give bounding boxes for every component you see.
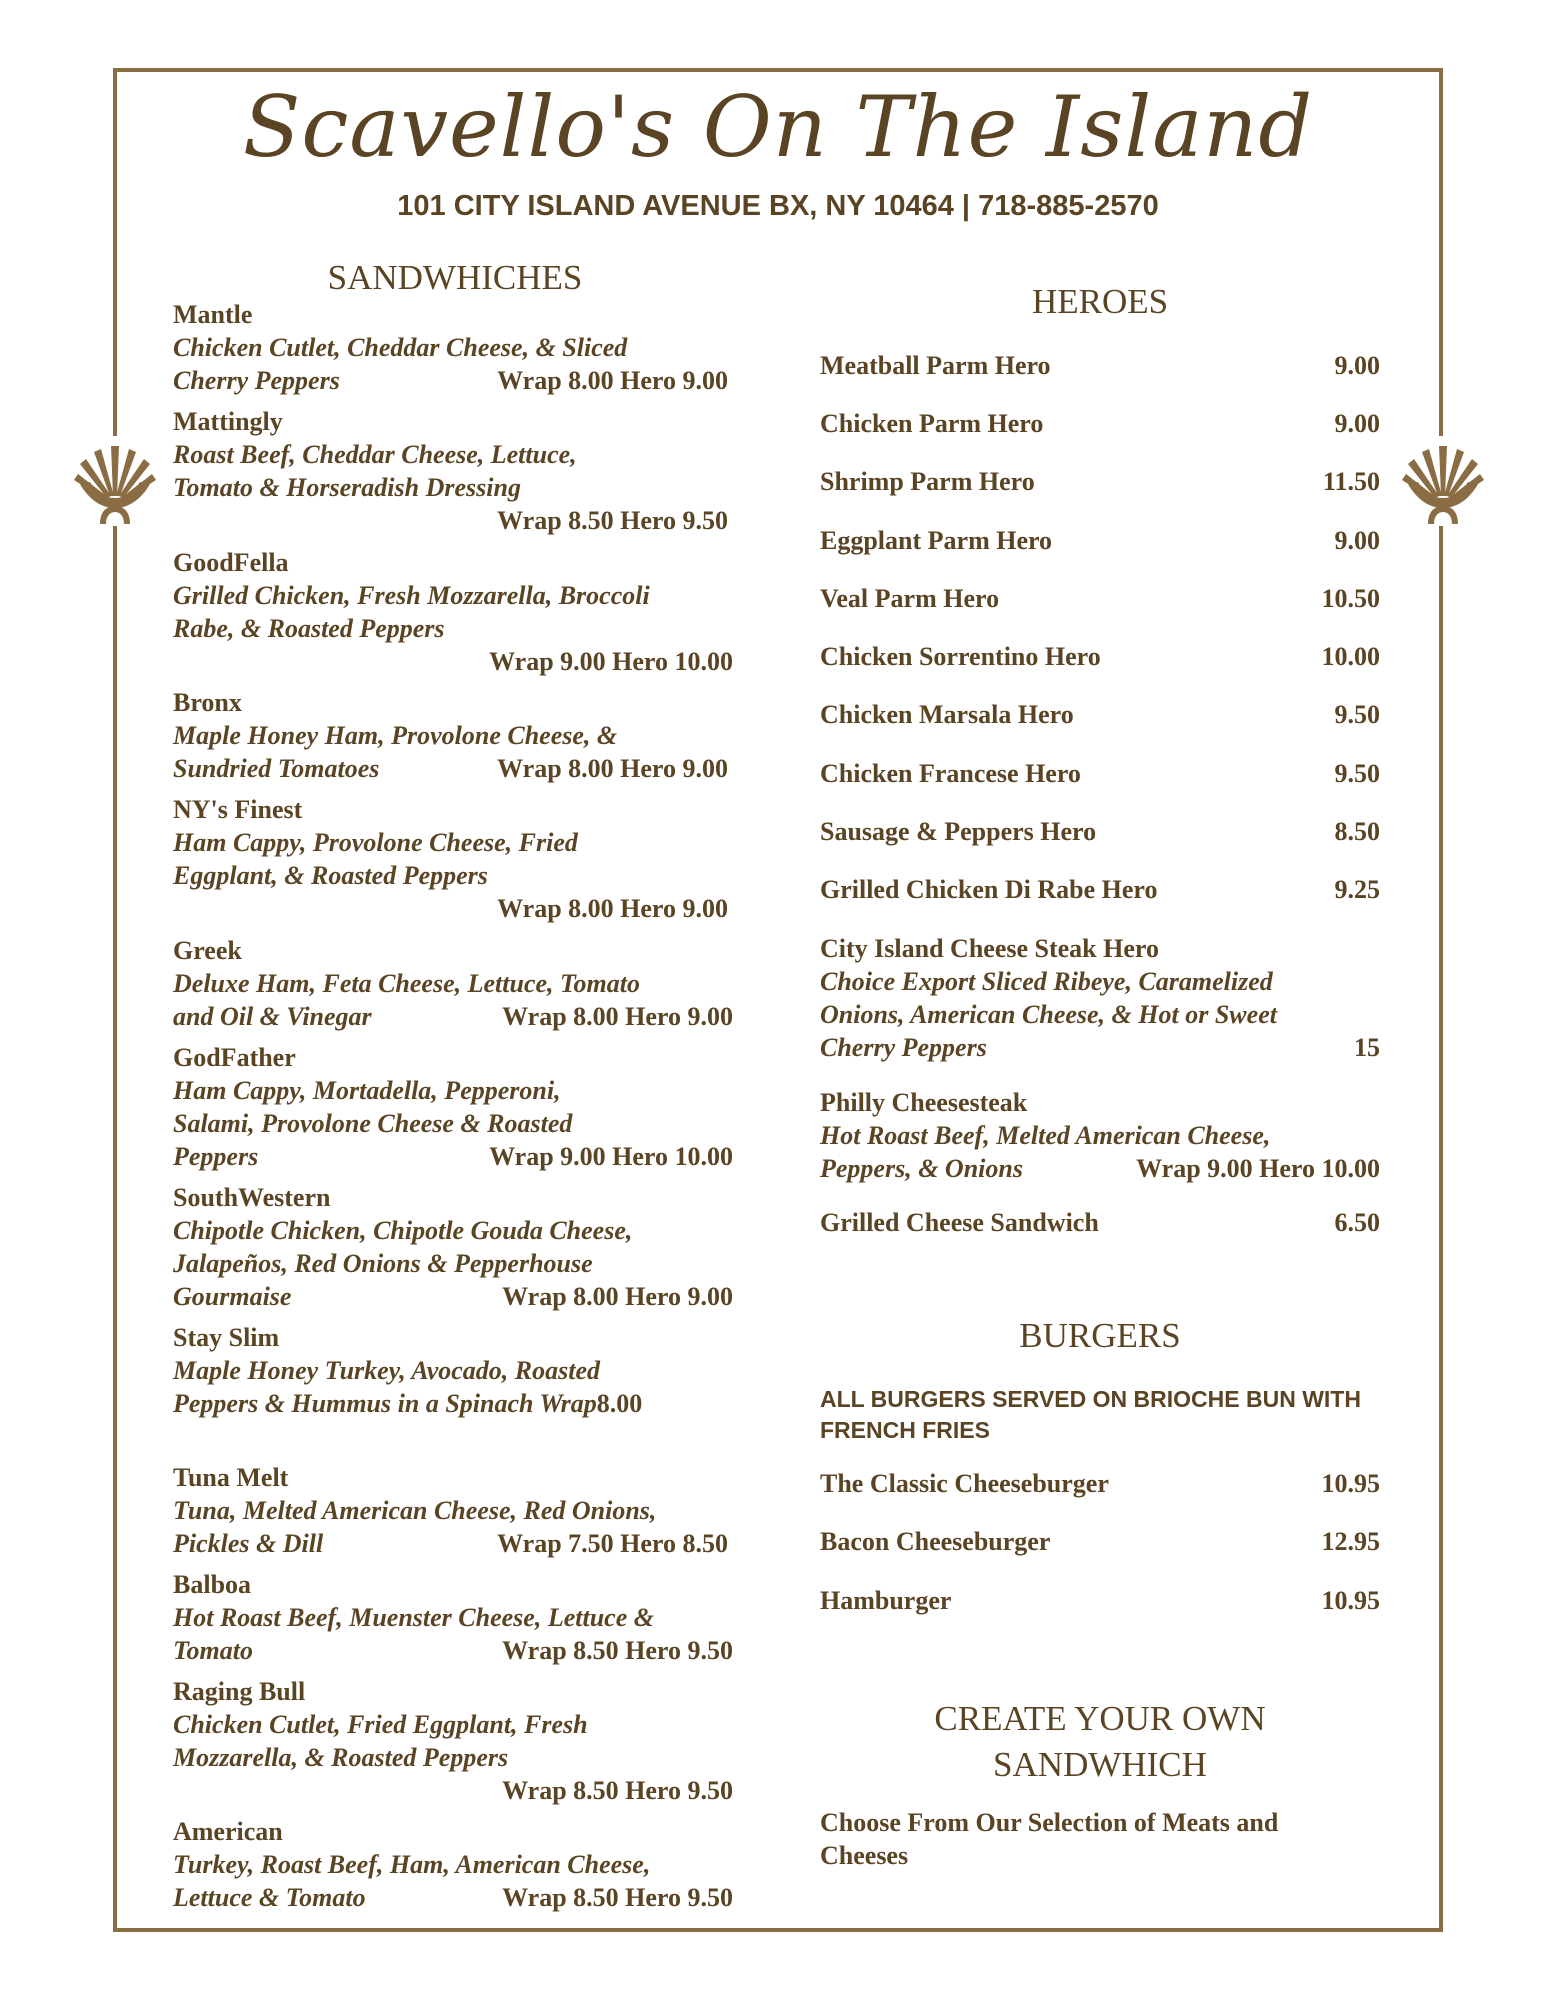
hero-row (820, 582, 1380, 615)
left-shell-ornament-icon (70, 436, 160, 526)
item-name: Chicken Parm Hero (820, 409, 1044, 438)
item-desc: Hot Roast Beef, Melted American Cheese, (820, 1121, 1271, 1150)
item-name: Meatball Parm Hero (820, 351, 1051, 380)
item-desc: Ham Cappy, Provolone Cheese, Fried (173, 828, 578, 857)
hero-row (820, 757, 1380, 790)
item-price: Wrap 8.00 Hero 9.00 (497, 754, 728, 783)
item-desc: Ham Cappy, Mortadella, Pepperoni, (173, 1076, 561, 1105)
item-name: GoodFella (173, 548, 289, 577)
item-name: Greek (173, 936, 242, 965)
item-desc: Choice Export Sliced Ribeye, Caramelized (820, 967, 1273, 996)
item-desc: Maple Honey Turkey, Avocado, Roasted (173, 1356, 601, 1385)
item-price: 10.95 (1321, 1469, 1380, 1498)
item-desc: Jalapeños, Red Onions & Pepperhouse (173, 1249, 593, 1278)
item-desc: Cherry Peppers (820, 1033, 987, 1062)
item-desc: Chicken Cutlet, Fried Eggplant, Fresh (173, 1710, 588, 1739)
item-desc: Mozzarella, & Roasted Peppers (173, 1743, 509, 1772)
burgers-note: ALL BURGERS SERVED ON BRIOCHE BUN WITH FRENCH FRIES (820, 1386, 1361, 1443)
item-name: Chicken Marsala Hero (820, 700, 1074, 729)
item-price: 10.95 (1321, 1586, 1380, 1615)
heroes-heading: HEROES (1031, 282, 1169, 321)
menu-item (173, 298, 743, 397)
item-name: NY's Finest (173, 795, 303, 824)
menu-item (173, 1461, 743, 1560)
hero-row (820, 815, 1380, 848)
item-price: Wrap 9.00 Hero 10.00 (489, 647, 733, 676)
item-price: 8.50 (1334, 817, 1380, 846)
item-desc: Chipotle Chicken, Chipotle Gouda Cheese, (173, 1216, 633, 1245)
item-price: Wrap 8.50 Hero 9.50 (497, 506, 728, 535)
item-price: Wrap 8.50 Hero 9.50 (502, 1776, 733, 1805)
item-desc: Lettuce & Tomato (173, 1883, 366, 1912)
menu-item (173, 1568, 743, 1667)
item-price: Wrap 8.00 Hero 9.00 (497, 894, 728, 923)
item-desc: Eggplant, & Roasted Peppers (173, 861, 488, 890)
item-desc: Hot Roast Beef, Muenster Cheese, Lettuce & (173, 1603, 654, 1632)
menu-item (173, 793, 743, 925)
menu-item (173, 1181, 743, 1313)
item-desc: Sundried Tomatoes (173, 754, 380, 783)
item-price: 9.25 (1334, 875, 1380, 904)
item-name: Tuna Melt (173, 1463, 289, 1492)
item-name: Stay Slim (173, 1323, 280, 1352)
item-desc: Gourmaise (173, 1282, 292, 1311)
item-desc: Tomato & Horseradish Dressing (173, 473, 521, 502)
hero-row (820, 465, 1380, 498)
item-desc: Chicken Cutlet, Cheddar Cheese, & Sliced (173, 333, 628, 362)
item-name: Philly Cheesesteak (820, 1088, 1028, 1117)
item-desc: Turkey, Roast Beef, Ham, American Cheese, (173, 1850, 651, 1879)
item-price: Wrap 8.00 Hero 9.00 (502, 1282, 733, 1311)
item-price: Wrap 8.50 Hero 9.50 (502, 1883, 733, 1912)
item-price: 11.50 (1322, 467, 1380, 496)
item-name: Shrimp Parm Hero (820, 467, 1035, 496)
item-price: 9.50 (1334, 759, 1380, 788)
item-price: 9.00 (1334, 351, 1380, 380)
menu-item (173, 1815, 743, 1914)
item-price: Wrap 8.50 Hero 9.50 (502, 1636, 733, 1665)
create-heading-line1: CREATE YOUR OWN (934, 1699, 1266, 1738)
menu-item (173, 1041, 743, 1173)
item-price: Wrap 8.00 Hero 9.00 (502, 1002, 733, 1031)
item-price: Wrap 8.00 Hero 9.00 (497, 366, 728, 395)
hero-philly (820, 1086, 1380, 1185)
item-name: GodFather (173, 1043, 296, 1072)
item-desc: Peppers & Hummus in a Spinach Wrap (173, 1389, 597, 1418)
item-name: Mantle (173, 300, 253, 329)
item-name: Raging Bull (173, 1677, 306, 1706)
item-price: Wrap 9.00 Hero 10.00 (1136, 1154, 1380, 1183)
restaurant-address: 101 CITY ISLAND AVENUE BX, NY 10464 | 718-885-2570 (397, 190, 1159, 222)
item-name: American (173, 1817, 283, 1846)
item-desc: Peppers (173, 1142, 259, 1171)
menu-item (173, 1321, 743, 1420)
burger-row (820, 1584, 1380, 1617)
menu-item (173, 934, 743, 1033)
right-shell-ornament-icon (1398, 436, 1488, 526)
item-name: Grilled Cheese Sandwich (820, 1208, 1099, 1237)
burgers-heading: BURGERS (1019, 1316, 1181, 1355)
item-price: 9.00 (1334, 526, 1380, 555)
item-name: Chicken Francese Hero (820, 759, 1081, 788)
hero-row (820, 698, 1380, 731)
item-desc: and Oil & Vinegar (173, 1002, 372, 1031)
item-desc: Rabe, & Roasted Peppers (173, 614, 445, 643)
item-name: SouthWestern (173, 1183, 331, 1212)
hero-row (820, 524, 1380, 557)
item-desc: Pickles & Dill (173, 1529, 324, 1558)
menu-item (173, 405, 743, 537)
hero-row (820, 640, 1380, 673)
item-desc: Salami, Provolone Cheese & Roasted (173, 1109, 573, 1138)
burger-row (820, 1467, 1380, 1500)
item-desc: Roast Beef, Cheddar Cheese, Lettuce, (173, 440, 577, 469)
item-name: Bronx (173, 688, 242, 717)
item-desc: Maple Honey Ham, Provolone Cheese, & (173, 721, 618, 750)
create-heading (820, 1696, 1380, 1788)
item-desc: Tuna, Melted American Cheese, Red Onions, (173, 1496, 657, 1525)
menu-item (173, 686, 743, 785)
create-heading-line2: SANDWHICH (993, 1745, 1207, 1784)
item-desc: Tomato (173, 1636, 253, 1665)
hero-row (820, 1206, 1380, 1239)
item-price: 15 (1354, 1033, 1380, 1062)
menu-item (173, 1675, 743, 1807)
create-text: Choose From Our Selection of Meats and Cheeses (820, 1808, 1279, 1870)
item-price: 8.00 (596, 1389, 643, 1418)
hero-row (820, 407, 1380, 440)
item-price: 6.50 (1334, 1208, 1380, 1237)
hero-cheese-steak (820, 932, 1380, 1064)
hero-row (820, 873, 1380, 906)
item-price: 12.95 (1321, 1527, 1380, 1556)
item-name: Sausage & Peppers Hero (820, 817, 1097, 846)
sandwiches-heading: SANDWHICHES (327, 258, 583, 297)
item-name: City Island Cheese Steak Hero (820, 934, 1159, 963)
item-desc: Cherry Peppers (173, 366, 340, 395)
item-name: Eggplant Parm Hero (820, 526, 1053, 555)
item-desc: Peppers, & Onions (820, 1154, 1023, 1183)
menu-item (173, 546, 743, 678)
item-price: Wrap 7.50 Hero 8.50 (497, 1529, 728, 1558)
item-name: The Classic Cheeseburger (820, 1469, 1109, 1498)
item-name: Balboa (173, 1570, 252, 1599)
item-price: 10.50 (1321, 584, 1380, 613)
item-desc: Onions, American Cheese, & Hot or Sweet (820, 1000, 1277, 1029)
restaurant-title: Scavello's On The Island (242, 78, 1314, 176)
item-price: 10.00 (1321, 642, 1380, 671)
item-price: Wrap 9.00 Hero 10.00 (489, 1142, 733, 1171)
item-price: 9.50 (1334, 700, 1380, 729)
item-name: Chicken Sorrentino Hero (820, 642, 1101, 671)
item-name: Bacon Cheeseburger (820, 1527, 1051, 1556)
item-desc: Deluxe Ham, Feta Cheese, Lettuce, Tomato (173, 969, 640, 998)
burger-row (820, 1525, 1380, 1558)
item-name: Veal Parm Hero (820, 584, 1000, 613)
item-desc: Grilled Chicken, Fresh Mozzarella, Broccoli (173, 581, 650, 610)
item-name: Hamburger (820, 1586, 952, 1615)
item-name: Mattingly (173, 407, 283, 436)
item-name: Grilled Chicken Di Rabe Hero (820, 875, 1158, 904)
hero-row (820, 349, 1380, 382)
item-price: 9.00 (1334, 409, 1380, 438)
